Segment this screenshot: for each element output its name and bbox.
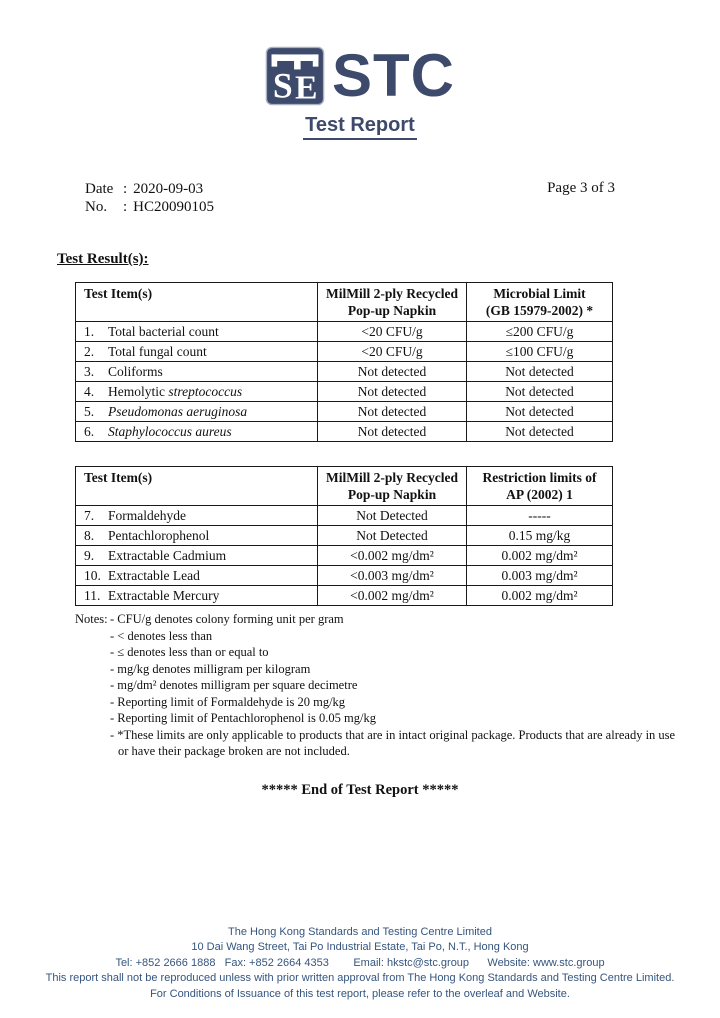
limit-cell: 0.002 mg/dm² (467, 586, 613, 606)
limit-cell: 0.002 mg/dm² (467, 546, 613, 566)
footer-disclaimer: This report shall not be reproduced unless with prior written approval from The Hong Kong Standards and Testing Centre Limited. (45, 972, 675, 984)
result-cell: <0.003 mg/dm² (318, 566, 467, 586)
date-colon: : (123, 181, 128, 197)
notes-list (110, 611, 680, 760)
result-cell: Not detected (318, 422, 467, 442)
test-item-cell: 11. Extractable Mercury (76, 586, 318, 606)
table-row (76, 506, 613, 526)
limit-cell: Not detected (467, 362, 613, 382)
test-item-cell: 8. Pentachlorophenol (76, 526, 318, 546)
test-item-cell: 10. Extractable Lead (76, 566, 318, 586)
note-line: - < denotes less than (110, 628, 213, 643)
svg-text:E: E (294, 69, 318, 106)
report-no-label: No. (85, 199, 108, 215)
note-line: - CFU/g denotes colony forming unit per gram (110, 612, 344, 626)
result-cell: <20 CFU/g (318, 342, 467, 362)
page-indicator: Page 3 of 3 (547, 180, 615, 196)
footer-contact: Tel: +852 2666 1888 Fax: +852 2664 4353 Email: hkstc@stc.group Website: www.stc.group (115, 956, 605, 969)
result-cell: <0.002 mg/dm² (318, 546, 467, 566)
test-item-cell: 2. Total fungal count (76, 342, 318, 362)
date-label: Date (85, 181, 114, 197)
stc-logo (0, 42, 720, 110)
note-line: - *These limits are only applicable to products that are in intact original package. Products that are already in use or have their package broken are not included. (110, 727, 676, 758)
result-cell: Not Detected (318, 506, 467, 526)
header-restriction: Restriction limits of AP (2002) 1 (467, 467, 613, 506)
report-header (0, 0, 720, 140)
footer-address: 10 Dai Wang Street, Tai Po Industrial Estate, Tai Po, N.T., Hong Kong (191, 941, 529, 953)
result-cell: <0.002 mg/dm² (318, 586, 467, 606)
test-item-cell: 1. Total bacterial count (76, 322, 318, 342)
test-item-cell: 4. Hemolytic streptococcus (76, 382, 318, 402)
meta-left (85, 180, 214, 216)
table-row (76, 382, 613, 402)
test-item-cell: 3. Coliforms (76, 362, 318, 382)
result-cell: Not detected (318, 362, 467, 382)
header-limit: Microbial Limit (GB 15979-2002) * (467, 283, 613, 322)
limit-cell: ----- (467, 506, 613, 526)
result-cell: Not detected (318, 382, 467, 402)
report-meta (0, 180, 720, 216)
microbial-results-table (75, 282, 613, 442)
note-line: - Reporting limit of Formaldehyde is 20 mg/kg (110, 694, 346, 709)
table-row (76, 342, 613, 362)
table-row (76, 322, 613, 342)
test-item-cell: 7. Formaldehyde (76, 506, 318, 526)
test-item-cell: 9. Extractable Cadmium (76, 546, 318, 566)
table-row (76, 526, 613, 546)
report-no-line (85, 198, 214, 216)
result-cell: Not Detected (318, 526, 467, 546)
result-cell: <20 CFU/g (318, 322, 467, 342)
limit-cell: Not detected (467, 422, 613, 442)
report-footer (0, 925, 720, 1003)
footer-conditions: For Conditions of Issuance of this test report, please refer to the overleaf and Website. (150, 987, 570, 1000)
table-row (76, 422, 613, 442)
limit-cell: ≤200 CFU/g (467, 322, 613, 342)
header-test-items: Test Item(s) (76, 283, 318, 322)
note-line: - mg/dm² denotes milligram per square decimetre (110, 678, 358, 692)
note-line: - ≤ denotes less than or equal to (110, 645, 269, 659)
table-header-row (76, 283, 613, 322)
result-cell: Not detected (318, 402, 467, 422)
notes-section (75, 611, 720, 760)
table-row (76, 362, 613, 382)
date-line (85, 180, 214, 198)
limit-cell: 0.15 mg/kg (467, 526, 613, 546)
limit-cell: ≤100 CFU/g (467, 342, 613, 362)
limit-cell: 0.003 mg/dm² (467, 566, 613, 586)
date-value: 2020-09-03 (133, 181, 204, 197)
notes-label: Notes: (75, 612, 108, 626)
report-no-colon: : (123, 199, 128, 215)
limit-cell: Not detected (467, 382, 613, 402)
stc-logo-text: STC (332, 42, 455, 109)
table-row (76, 566, 613, 586)
chemical-results-table (75, 466, 613, 606)
limit-cell: Not detected (467, 402, 613, 422)
test-item-cell: 5. Pseudomonas aeruginosa (76, 402, 318, 422)
end-of-report: ***** End of Test Report ***** (261, 781, 459, 798)
header-sample: MilMill 2-ply Recycled Pop-up Napkin (318, 283, 467, 322)
report-no-value: HC20090105 (133, 199, 215, 215)
svg-text:S: S (272, 65, 293, 106)
test-item-cell: 6. Staphylococcus aureus (76, 422, 318, 442)
stc-emblem-icon (265, 46, 325, 106)
table-header-row (76, 467, 613, 506)
note-line: - Reporting limit of Pentachlorophenol is 0.05 mg/kg (110, 711, 376, 725)
footer-company-name: The Hong Kong Standards and Testing Centre Limited (228, 925, 492, 938)
table-row (76, 402, 613, 422)
header-test-items: Test Item(s) (76, 467, 318, 506)
note-line: - mg/kg denotes milligram per kilogram (110, 661, 311, 676)
table-row (76, 546, 613, 566)
table-row (76, 586, 613, 606)
header-sample: MilMill 2-ply Recycled Pop-up Napkin (318, 467, 467, 506)
section-heading: Test Result(s): (57, 251, 149, 267)
report-title: Test Report (303, 114, 417, 140)
